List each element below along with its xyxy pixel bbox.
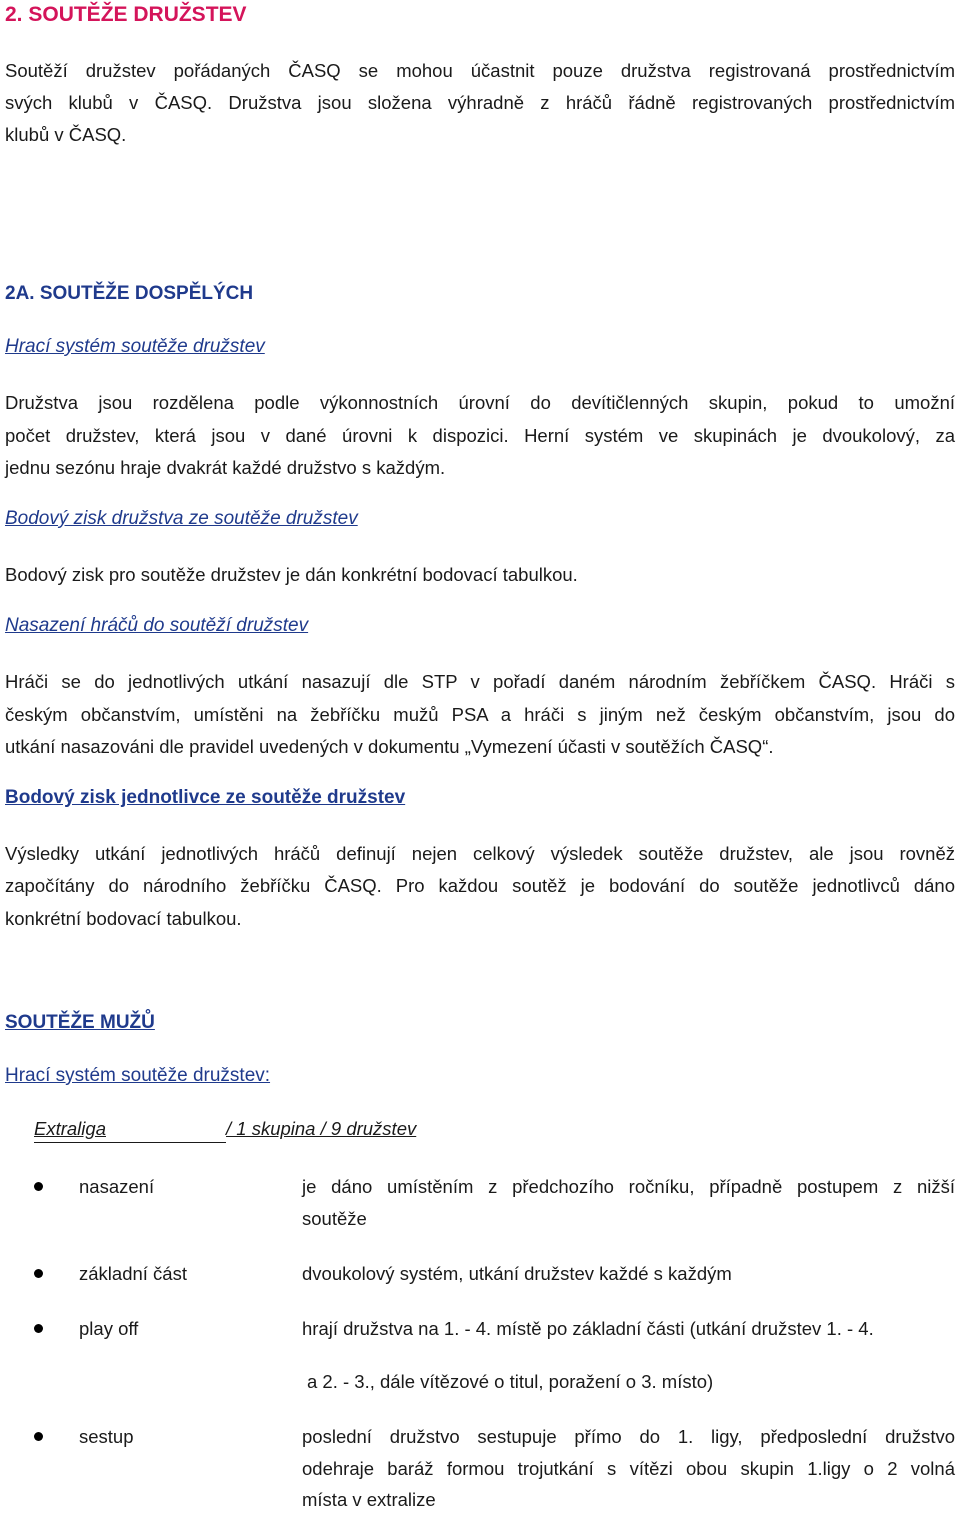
points-individual-line-1: Výsledky utkání jednotlivých hráčů definují nejen celkový výsledek soutěže družstev, ale jsou rovněž	[5, 843, 955, 864]
seeding-line-1: Hráči se do jednotlivých utkání nasazují dle STP v pořadí daném národním žebříčkem ČASQ. Hráči s	[5, 671, 955, 692]
system-line-3: jednu sezónu hraje dvakrát každé družstvo s každým.	[5, 457, 446, 478]
bullet-icon	[34, 1324, 43, 1333]
item-text-relegation-2: odehraje baráž formou trojutkání s vítězi obou skupin 1.ligy o 2 volná	[302, 1458, 955, 1479]
men-system-subheading: Hrací systém soutěže družstev:	[5, 1065, 271, 1086]
item-text-playoff-2: a 2. - 3., dále vítězové o titul, poražení o 3. místo)	[307, 1371, 714, 1392]
item-text-regular-1: dvoukolový systém, utkání družstev každé s každým	[302, 1263, 732, 1284]
system-line-1: Družstva jsou rozdělena podle výkonnostních úrovní do devítičlenných skupin, pokud to umožní	[5, 392, 955, 413]
points-individual-line-2: započítány do národního žebříčku ČASQ. Pro každou soutěž je bodování do soutěže jednotlivců dáno	[5, 875, 955, 896]
item-text-relegation-1: poslední družstvo sestupuje přímo do 1. ligy, předposlední družstvo	[302, 1426, 955, 1447]
system-subheading: Hrací systém soutěže družstev	[5, 336, 265, 357]
item-label-seeding: nasazení	[79, 1176, 155, 1197]
bullet-icon	[34, 1269, 43, 1278]
points-individual-line-3: konkrétní bodovací tabulkou.	[5, 908, 242, 929]
main-heading: 2. SOUTĚŽE DRUŽSTEV	[5, 3, 247, 26]
seeding-subheading: Nasazení hráčů do soutěží družstev	[5, 615, 309, 636]
item-text-seeding-2: soutěže	[302, 1208, 367, 1229]
intro-line-1: Soutěží družstev pořádaných ČASQ se mohou účastnit pouze družstva registrovaná prostřednictvím	[5, 60, 955, 81]
intro-line-3: klubů v ČASQ.	[5, 124, 127, 145]
points-team-subheading: Bodový zisk družstva ze soutěže družstev	[5, 508, 358, 529]
bullet-icon	[34, 1432, 43, 1441]
league-info: / 1 skupina / 9 družstev	[226, 1118, 417, 1139]
item-label-regular: základní část	[79, 1263, 187, 1284]
system-line-2: počet družstev, která jsou v dané úrovni k dispozici. Herní systém ve skupinách je dvoukolový, za	[5, 425, 955, 446]
points-team-text: Bodový zisk pro soutěže družstev je dán konkrétní bodovací tabulkou.	[5, 564, 578, 585]
item-text-seeding-1: je dáno umístěním z předchozího ročníku, případně postupem z nižší	[302, 1176, 955, 1197]
section-2a-heading: 2A. SOUTĚŽE DOSPĚLÝCH	[5, 283, 254, 304]
league-underline	[34, 1142, 226, 1143]
seeding-line-3: utkání nasazováni dle pravidel uvedených v dokumentu „Vymezení účasti v soutěžích ČASQ“.	[5, 736, 774, 757]
men-heading: SOUTĚŽE MUŽŮ	[5, 1012, 155, 1033]
intro-line-2: svých klubů v ČASQ. Družstva jsou složena výhradně z hráčů řádně registrovaných prostřednictvím	[5, 92, 955, 113]
league-name: Extraliga	[34, 1118, 106, 1139]
points-individual-subheading: Bodový zisk jednotlivce ze soutěže družstev	[5, 787, 406, 808]
seeding-line-2: českým občanstvím, umístěni na žebříčku mužů PSA a hráči s jiným než českým občanstvím, jsou do	[5, 704, 955, 725]
bullet-icon	[34, 1182, 43, 1191]
item-text-relegation-3: místa v extralize	[302, 1489, 436, 1510]
item-text-playoff-1: hrají družstva na 1. - 4. místě po základní části (utkání družstev 1. - 4.	[302, 1318, 874, 1339]
item-label-relegation: sestup	[79, 1426, 134, 1447]
item-label-playoff: play off	[79, 1318, 139, 1339]
